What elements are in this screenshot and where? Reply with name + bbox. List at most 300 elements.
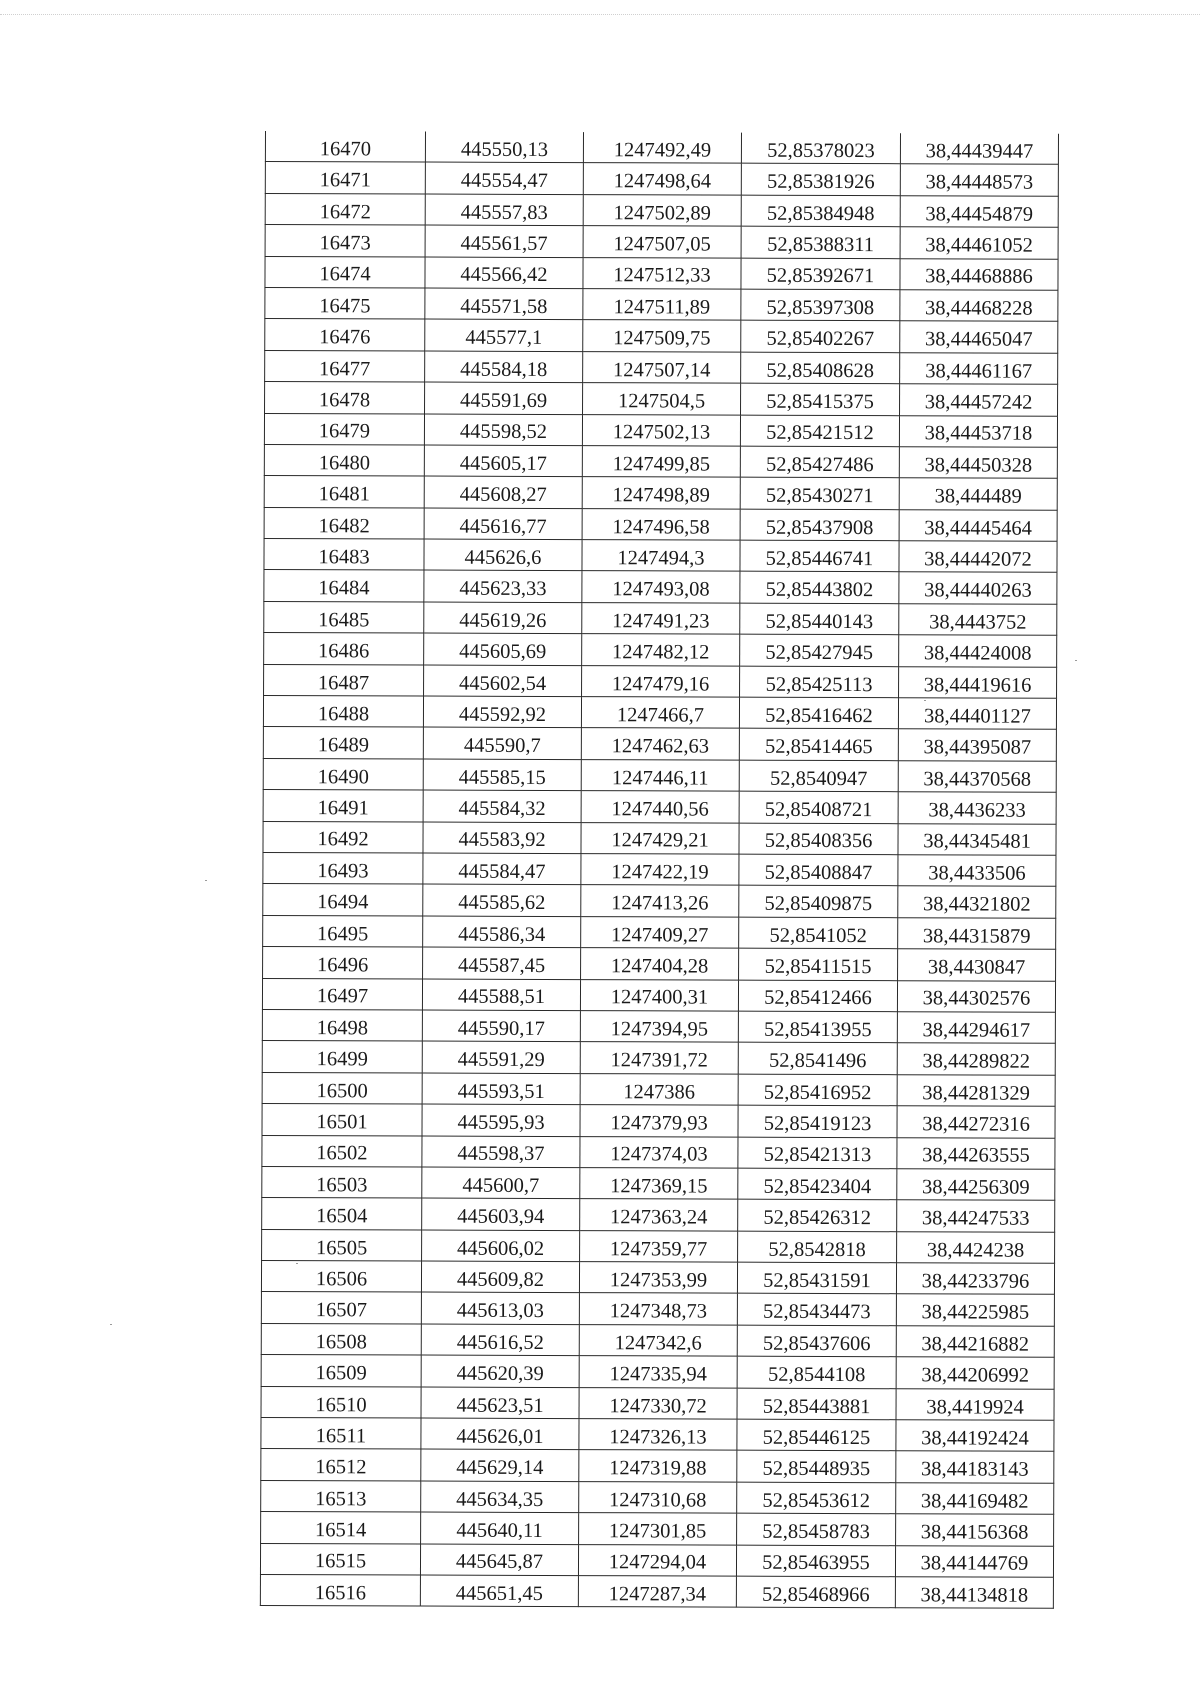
y-coordinate-cell <box>579 1419 737 1451</box>
x-coordinate-cell <box>425 257 583 289</box>
y-coordinate-cell <box>583 132 741 163</box>
table-row <box>262 1009 1055 1043</box>
cell-value: 52,8541496 <box>769 1049 867 1073</box>
longitude-cell <box>899 541 1057 573</box>
x-coordinate-cell <box>422 979 580 1011</box>
cell-value: 445561,57 <box>460 232 548 256</box>
cell-value: 38,44401127 <box>923 705 1031 728</box>
cell-value: 52,85426312 <box>763 1206 872 1230</box>
point-number-cell <box>265 350 425 382</box>
point-number-cell <box>264 570 424 602</box>
longitude-cell <box>899 666 1057 698</box>
x-coordinate-cell <box>424 602 582 634</box>
cell-value: 445583,92 <box>458 829 546 852</box>
cell-value: 1247353,99 <box>609 1269 708 1292</box>
cell-value: 52,85458783 <box>762 1520 870 1544</box>
latitude-cell <box>737 1262 896 1294</box>
y-coordinate-cell <box>582 665 740 697</box>
x-coordinate-cell <box>421 1418 579 1450</box>
longitude-cell <box>899 509 1057 541</box>
cell-value: 52,85388311 <box>767 233 875 257</box>
cell-value: 445602,54 <box>458 672 547 695</box>
cell-value: 16508 <box>315 1330 367 1354</box>
latitude-cell <box>738 1042 897 1074</box>
cell-value: 52,8540947 <box>770 767 868 790</box>
latitude-cell <box>741 164 900 196</box>
cell-value: 16500 <box>316 1079 368 1102</box>
longitude-cell <box>896 1451 1054 1483</box>
cell-value: 16487 <box>317 671 370 694</box>
cell-value: 16494 <box>317 891 369 914</box>
cell-value: 38,4436233 <box>928 799 1026 822</box>
longitude-cell <box>896 1483 1054 1515</box>
scan-speck <box>1075 660 1077 661</box>
y-coordinate-cell <box>583 289 741 321</box>
cell-value: 38,44263555 <box>922 1144 1030 1168</box>
cell-value: 445626,6 <box>464 546 542 569</box>
scan-speck <box>110 1324 112 1325</box>
cell-value: 16489 <box>317 734 370 757</box>
cell-value: 16497 <box>316 985 369 1008</box>
x-coordinate-cell <box>424 476 582 508</box>
y-coordinate-cell <box>583 163 741 195</box>
longitude-cell <box>895 1545 1053 1577</box>
cell-value: 1247491,23 <box>612 609 710 633</box>
table-row <box>263 821 1056 855</box>
cell-value: 1247511,89 <box>613 296 711 319</box>
x-coordinate-cell <box>424 633 582 665</box>
cell-value: 52,85421512 <box>766 422 874 445</box>
y-coordinate-cell <box>579 1513 737 1545</box>
cell-value: 445623,51 <box>456 1394 544 1417</box>
cell-value: 445598,37 <box>457 1143 545 1166</box>
longitude-cell <box>897 1106 1055 1138</box>
point-number-cell <box>262 1166 422 1198</box>
point-number-cell <box>265 287 425 319</box>
table-row <box>265 131 1058 165</box>
cell-value: 1247379,93 <box>610 1112 708 1135</box>
point-number-cell <box>262 978 422 1010</box>
latitude-cell <box>737 1388 896 1420</box>
cell-value: 38,4424238 <box>926 1238 1025 1262</box>
y-coordinate-cell <box>578 1544 736 1576</box>
x-coordinate-cell <box>422 1198 580 1230</box>
table-row <box>265 162 1058 196</box>
cell-value: 16482 <box>318 514 370 537</box>
table-row <box>261 1261 1054 1295</box>
point-number-cell <box>264 444 424 476</box>
cell-value: 445623,33 <box>459 578 547 601</box>
cell-value: 445595,93 <box>457 1111 545 1134</box>
cell-value: 52,85397308 <box>766 296 875 319</box>
cell-value: 52,85421313 <box>763 1144 872 1167</box>
cell-value: 52,85423404 <box>763 1175 872 1198</box>
latitude-cell <box>738 1199 897 1231</box>
point-number-cell <box>265 131 425 162</box>
latitude-cell <box>740 634 899 666</box>
cell-value: 38,44289822 <box>922 1050 1031 1073</box>
y-coordinate-cell <box>579 1387 737 1419</box>
longitude-cell <box>899 572 1057 604</box>
x-coordinate-cell <box>425 319 583 351</box>
y-coordinate-cell <box>580 1073 738 1105</box>
cell-value: 445606,02 <box>457 1237 545 1260</box>
point-number-cell <box>262 1135 422 1167</box>
y-coordinate-cell <box>580 1011 738 1043</box>
cell-value: 16492 <box>317 828 369 851</box>
longitude-cell <box>896 1514 1054 1546</box>
cell-value: 1247374,03 <box>610 1143 708 1166</box>
y-coordinate-cell <box>581 791 739 823</box>
cell-value: 1247446,11 <box>611 766 709 790</box>
table-row <box>265 287 1058 321</box>
point-number-cell <box>264 507 424 539</box>
point-number-cell <box>261 1386 421 1418</box>
latitude-cell <box>738 1011 897 1043</box>
table-row <box>264 444 1057 478</box>
cell-value: 1247330,72 <box>609 1394 707 1418</box>
cell-value: 445554,47 <box>460 169 548 193</box>
cell-value: 52,85427945 <box>765 641 874 665</box>
y-coordinate-cell <box>580 979 738 1011</box>
cell-value: 38,44450328 <box>924 454 1033 477</box>
cell-value: 16472 <box>319 200 371 224</box>
cell-value: 38,4430847 <box>927 956 1026 979</box>
cell-value: 1247499,85 <box>612 453 711 476</box>
latitude-cell <box>739 823 898 855</box>
point-number-cell <box>265 382 425 414</box>
y-coordinate-cell <box>579 1481 737 1513</box>
longitude-cell <box>899 478 1057 510</box>
table-row <box>265 382 1058 416</box>
cell-value: 1247310,68 <box>608 1488 707 1512</box>
cell-value: 1247492,49 <box>613 139 712 162</box>
cell-value: 38,44461052 <box>925 234 1033 257</box>
x-coordinate-cell <box>421 1261 579 1293</box>
cell-value: 1247394,95 <box>610 1018 709 1041</box>
y-coordinate-cell <box>581 916 739 948</box>
x-coordinate-cell <box>424 665 582 697</box>
cell-value: 1247493,08 <box>612 578 710 601</box>
cell-value: 1247294,04 <box>608 1551 707 1575</box>
cell-value: 16516 <box>314 1582 367 1605</box>
cell-value: 16486 <box>318 640 370 663</box>
latitude-cell <box>741 352 900 384</box>
cell-value: 52,85392671 <box>766 265 875 288</box>
cell-value: 445585,62 <box>458 891 546 915</box>
point-number-cell <box>263 727 423 759</box>
x-coordinate-cell <box>422 1230 580 1262</box>
cell-value: 445598,52 <box>459 421 548 444</box>
x-coordinate-cell <box>421 1387 579 1419</box>
cell-value: 38,44419616 <box>923 673 1032 697</box>
point-number-cell <box>265 193 425 225</box>
cell-value: 38,44440263 <box>924 579 1032 603</box>
longitude-cell <box>896 1326 1054 1358</box>
cell-value: 52,85378023 <box>767 139 875 163</box>
y-coordinate-cell <box>581 854 739 886</box>
cell-value: 52,85409875 <box>764 893 873 916</box>
x-coordinate-cell <box>422 1073 580 1105</box>
y-coordinate-cell <box>582 508 740 540</box>
x-coordinate-cell <box>423 947 581 979</box>
cell-value: 445588,51 <box>457 986 546 1009</box>
cell-value: 52,8544108 <box>767 1363 866 1387</box>
latitude-cell <box>740 415 899 447</box>
point-number-cell <box>264 413 424 445</box>
cell-value: 52,85408356 <box>764 830 873 853</box>
latitude-cell <box>740 540 899 572</box>
cell-value: 52,85415375 <box>766 390 874 414</box>
x-coordinate-cell <box>422 1041 580 1073</box>
cell-value: 16513 <box>315 1487 367 1511</box>
longitude-cell <box>897 1137 1055 1169</box>
longitude-cell <box>900 321 1058 353</box>
cell-value: 1247504,5 <box>617 390 706 413</box>
longitude-cell <box>899 447 1057 479</box>
x-coordinate-cell <box>424 539 582 571</box>
cell-value: 16499 <box>316 1048 368 1071</box>
point-number-cell <box>265 256 425 288</box>
x-coordinate-cell <box>421 1324 579 1356</box>
cell-value: 52,85414465 <box>765 736 873 759</box>
latitude-cell <box>741 226 900 258</box>
y-coordinate-cell <box>583 320 741 352</box>
latitude-cell <box>737 1356 896 1388</box>
cell-value: 16474 <box>319 263 371 286</box>
x-coordinate-cell <box>425 382 583 414</box>
cell-value: 1247326,13 <box>609 1426 707 1449</box>
y-coordinate-cell <box>583 257 741 289</box>
cell-value: 1247496,58 <box>612 515 710 539</box>
latitude-cell <box>737 1451 896 1483</box>
longitude-cell <box>896 1357 1054 1389</box>
y-coordinate-cell <box>581 822 739 854</box>
table-row <box>264 633 1057 667</box>
cell-value: 1247482,12 <box>611 641 710 664</box>
point-number-cell <box>260 1543 420 1575</box>
cell-value: 445587,45 <box>457 954 546 978</box>
cell-value: 445584,18 <box>460 358 548 381</box>
point-number-cell <box>261 1449 421 1481</box>
cell-value: 38,44454879 <box>925 202 1034 226</box>
point-number-cell <box>261 1512 421 1544</box>
x-coordinate-cell <box>423 916 581 948</box>
cell-value: 16488 <box>317 703 370 726</box>
cell-value: 52,85416952 <box>763 1081 872 1104</box>
cell-value: 1247409,27 <box>610 923 709 947</box>
latitude-cell <box>736 1576 895 1608</box>
cell-value: 16510 <box>315 1393 367 1416</box>
y-coordinate-cell <box>579 1293 737 1325</box>
cell-value: 52,85446741 <box>765 547 874 571</box>
x-coordinate-cell <box>423 853 581 885</box>
cell-value: 38,44439447 <box>925 140 1034 163</box>
cell-value: 16470 <box>319 138 372 161</box>
table-row <box>264 664 1057 698</box>
cell-value: 38,44156368 <box>920 1521 1029 1544</box>
longitude-cell <box>900 352 1058 384</box>
cell-value: 16501 <box>316 1111 368 1134</box>
latitude-cell <box>739 760 898 792</box>
cell-value: 1247479,16 <box>611 672 710 696</box>
cell-value: 52,85427486 <box>765 453 874 476</box>
cell-value: 445586,34 <box>458 923 546 946</box>
point-number-cell <box>262 1041 422 1073</box>
table-row <box>264 570 1057 604</box>
latitude-cell <box>739 948 898 980</box>
cell-value: 38,44468228 <box>925 297 1033 320</box>
cell-value: 16476 <box>319 326 371 349</box>
coordinates-table <box>260 131 1059 1609</box>
cell-value: 445593,51 <box>457 1080 545 1103</box>
cell-value: 38,4443752 <box>929 611 1027 634</box>
longitude-cell <box>895 1577 1053 1609</box>
cell-value: 38,44233796 <box>921 1270 1030 1293</box>
x-coordinate-cell <box>420 1544 578 1576</box>
longitude-cell <box>897 1043 1055 1075</box>
cell-value: 52,85431591 <box>763 1269 871 1293</box>
latitude-cell <box>739 729 898 761</box>
y-coordinate-cell <box>580 1230 738 1262</box>
longitude-cell <box>899 635 1057 667</box>
longitude-cell <box>897 1200 1055 1232</box>
x-coordinate-cell <box>425 351 583 383</box>
x-coordinate-cell <box>424 571 582 603</box>
cell-value: 16480 <box>318 451 371 475</box>
cell-value: 16485 <box>318 608 370 632</box>
longitude-cell <box>898 917 1056 949</box>
cell-value: 445591,69 <box>459 389 548 413</box>
point-number-cell <box>263 821 423 853</box>
x-coordinate-cell <box>421 1449 579 1481</box>
cell-value: 52,85411515 <box>764 955 872 979</box>
cell-value: 16483 <box>318 546 370 569</box>
table-row <box>261 1386 1054 1420</box>
cell-value: 445629,14 <box>456 1456 544 1480</box>
cell-value: 52,8541052 <box>769 924 867 947</box>
table-row <box>262 978 1055 1012</box>
longitude-cell <box>898 729 1056 761</box>
table-row <box>262 1104 1055 1138</box>
latitude-cell <box>738 1074 897 1106</box>
table-row <box>261 1480 1054 1514</box>
table-row <box>263 915 1056 949</box>
latitude-cell <box>739 917 898 949</box>
y-coordinate-cell <box>579 1262 737 1294</box>
cell-value: 38,44183143 <box>920 1458 1029 1481</box>
table-row <box>261 1323 1054 1357</box>
y-coordinate-cell <box>580 1105 738 1137</box>
latitude-cell <box>741 133 900 164</box>
x-coordinate-cell <box>421 1293 579 1325</box>
x-coordinate-cell <box>424 414 582 446</box>
cell-value: 16495 <box>317 922 369 946</box>
cell-value: 1247413,26 <box>611 892 709 915</box>
cell-value: 445591,29 <box>457 1048 545 1072</box>
cell-value: 16481 <box>318 483 370 506</box>
table-row <box>262 1166 1055 1200</box>
point-number-cell <box>265 162 425 194</box>
point-number-cell <box>263 884 423 916</box>
cell-value: 16507 <box>315 1299 368 1322</box>
y-coordinate-cell <box>579 1356 737 1388</box>
table-row <box>262 1229 1055 1263</box>
longitude-cell <box>899 604 1057 636</box>
longitude-cell <box>896 1420 1054 1452</box>
longitude-cell <box>897 1169 1055 1201</box>
cell-value: 16479 <box>318 420 371 443</box>
cell-value: 1247422,19 <box>611 861 709 884</box>
cell-value: 445584,32 <box>458 797 546 821</box>
x-coordinate-cell <box>423 759 581 791</box>
table-row <box>265 319 1058 353</box>
cell-value: 445584,47 <box>458 860 546 883</box>
table-row <box>262 1198 1055 1232</box>
latitude-cell <box>741 289 900 321</box>
longitude-cell <box>896 1263 1054 1295</box>
longitude-cell <box>896 1388 1054 1420</box>
table-row <box>264 476 1057 510</box>
latitude-cell <box>739 854 898 886</box>
cell-value: 445608,27 <box>459 483 547 507</box>
cell-value: 1247512,33 <box>613 264 711 288</box>
cell-value: 16511 <box>315 1425 367 1448</box>
cell-value: 445616,52 <box>456 1331 544 1354</box>
latitude-cell <box>739 697 898 729</box>
y-coordinate-cell <box>579 1450 737 1482</box>
x-coordinate-cell <box>425 132 583 163</box>
cell-value: 38,44144769 <box>920 1552 1029 1576</box>
cell-value: 1247462,63 <box>611 735 710 758</box>
cell-value: 1247301,85 <box>608 1520 707 1543</box>
y-coordinate-cell <box>580 1167 738 1199</box>
cell-value: 38,44247533 <box>921 1207 1030 1230</box>
cell-value: 38,44345481 <box>923 830 1031 854</box>
cell-value: 38,44424008 <box>923 642 1032 665</box>
latitude-cell <box>740 509 899 541</box>
point-number-cell <box>262 1072 422 1104</box>
y-coordinate-cell <box>578 1576 736 1608</box>
cell-value: 16506 <box>315 1268 368 1291</box>
y-coordinate-cell <box>583 351 741 383</box>
point-number-cell <box>260 1574 420 1606</box>
cell-value: 38,44281329 <box>922 1081 1030 1105</box>
latitude-cell <box>738 1105 897 1137</box>
cell-value: 52,85463955 <box>762 1552 870 1575</box>
cell-value: 38,44445464 <box>924 516 1032 540</box>
cell-value: 445605,69 <box>459 640 547 664</box>
cell-value: 52,85402267 <box>766 327 875 351</box>
y-coordinate-cell <box>581 728 739 760</box>
x-coordinate-cell <box>425 288 583 320</box>
cell-value: 1247342,6 <box>614 1331 702 1355</box>
cell-value: 16515 <box>314 1550 367 1573</box>
point-number-cell <box>263 852 423 884</box>
cell-value: 16496 <box>316 954 369 977</box>
longitude-cell <box>900 133 1058 164</box>
point-number-cell <box>264 601 424 633</box>
y-coordinate-cell <box>583 383 741 415</box>
cell-value: 38,44448573 <box>925 171 1034 194</box>
cell-value: 1247404,28 <box>610 955 709 978</box>
latitude-cell <box>737 1513 896 1545</box>
y-coordinate-cell <box>582 571 740 603</box>
cell-value: 1247359,77 <box>609 1237 708 1261</box>
cell-value: 1247498,64 <box>613 170 712 193</box>
x-coordinate-cell <box>424 508 582 540</box>
x-coordinate-cell <box>421 1355 579 1387</box>
